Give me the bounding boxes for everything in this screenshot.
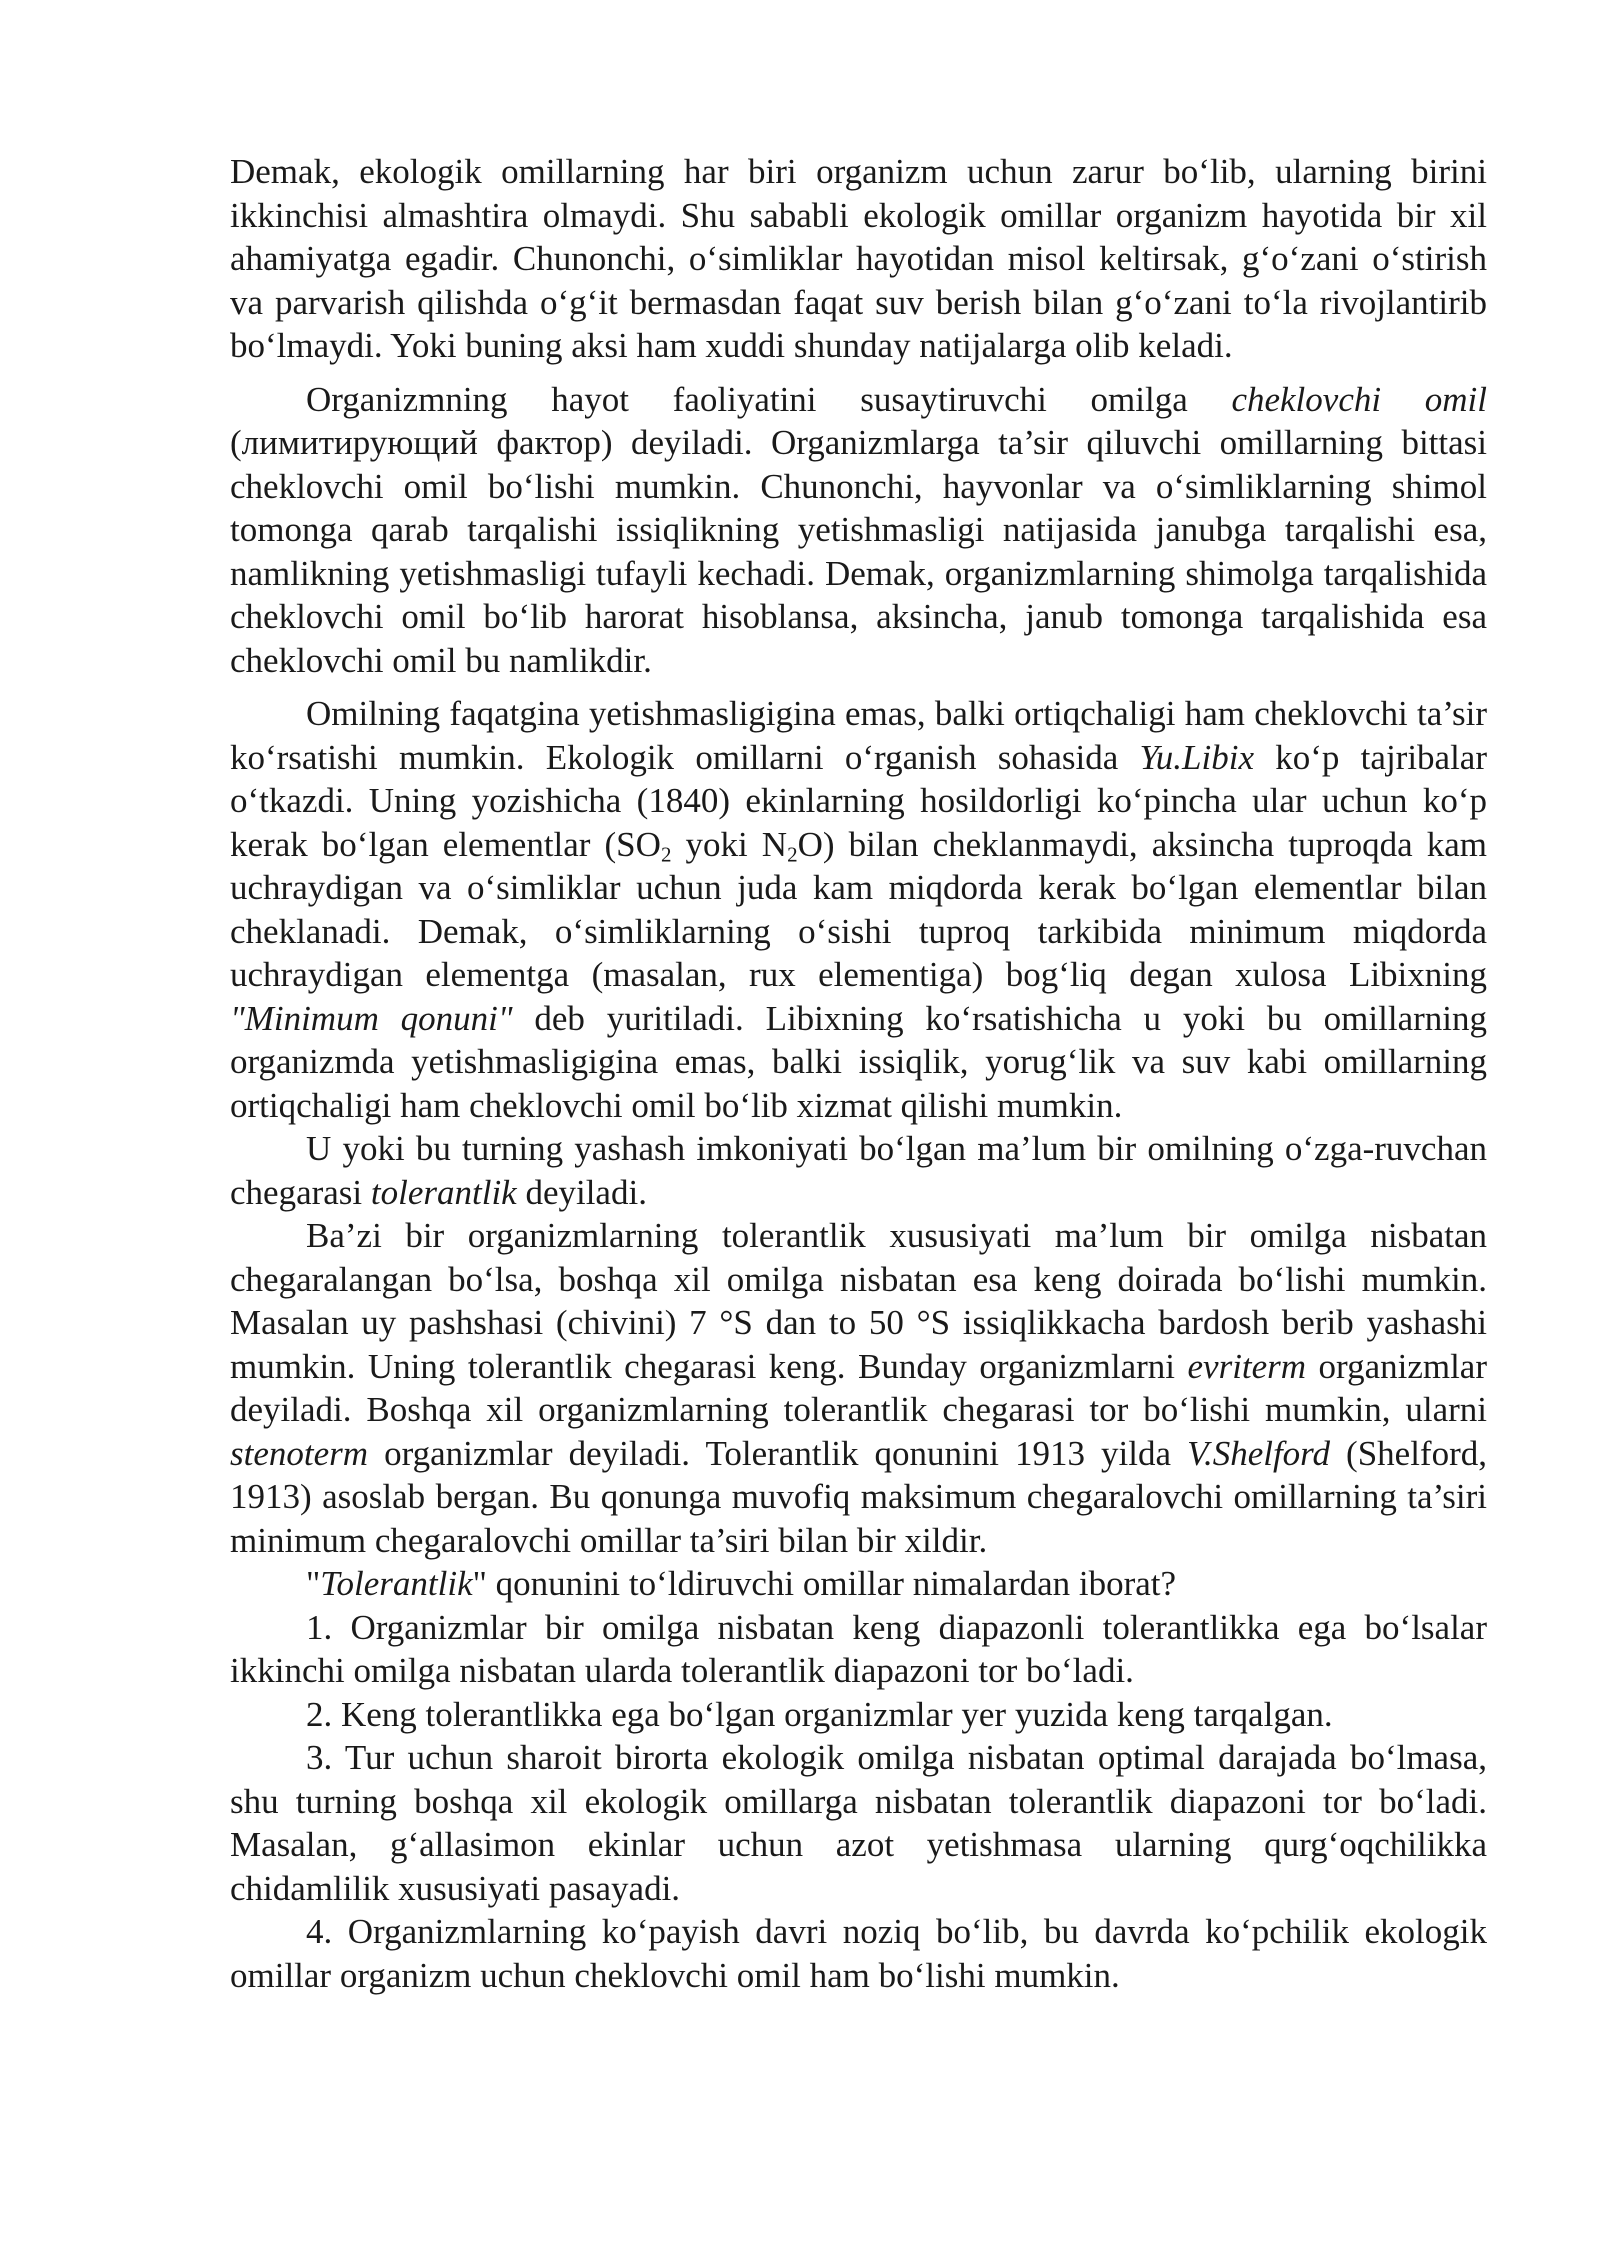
text-run: 4. Organizmlarning ko‘payish davri noziq bo‘lib, bu davrda ko‘pchilik ekologik omillar organizm uchun cheklovchi omil ham bo‘lishi mumkin.	[230, 1912, 1487, 1995]
text-run: organizmlar deyiladi. Tolerantlik qonunini 1913 yilda	[368, 1433, 1188, 1473]
term-evriterm: evriterm	[1187, 1346, 1307, 1386]
list-item-3	[230, 1736, 1487, 1910]
subscript: 2	[787, 841, 798, 866]
list-item-1	[230, 1606, 1487, 1693]
document-page	[230, 150, 1487, 1997]
text-run: " qonunini to‘ldiruvchi omillar nimalardan iborat?	[472, 1564, 1177, 1603]
list-item-4	[230, 1910, 1487, 1997]
term-cheklovchi-omil: cheklovchi omil	[1231, 379, 1487, 419]
text-run: "	[306, 1564, 321, 1603]
paragraph-question	[230, 1562, 1487, 1606]
text-run: (Shelford, 1913) asoslab bergan. Bu qonunga muvofiq maksimum chegaralovchi omillarning ta’siri minimum chegaralovchi omillar ta’siri bilan bir xildir.	[230, 1433, 1487, 1560]
paragraph-omillar-zarurligi	[230, 150, 1487, 368]
list-item-2	[230, 1693, 1487, 1737]
author-shelford: V.Shelford	[1187, 1433, 1331, 1473]
term-tolerantlik: tolerantlik	[370, 1172, 517, 1212]
text-run: yoki N	[671, 824, 788, 864]
term-tolerantlik: Tolerantlik	[320, 1564, 473, 1603]
paragraph-tolerantlik-tarifi	[230, 1127, 1487, 1214]
text-run: Organizmning hayot faoliyatini susaytiruvchi omilga	[306, 379, 1232, 419]
paragraph-cheklovchi-omil	[230, 378, 1487, 683]
text-run: Ba’zi bir organizmlarning tolerantlik xususiyati ma’lum bir omilga nisbatan chegaralangan bo‘lsa, boshqa xil omilga nisbatan esa keng doirada bo‘lishi mumkin. Masalan uy pashshasi (chivini) 7 °S dan to 50 °S issiqlikkacha bardosh berib yashashi mumkin. Uning tolerantlik chegarasi keng. Bunday organizmlarni	[230, 1216, 1487, 1386]
text-run: deb yuritiladi. Libixning ko‘rsatishicha u yoki bu omillarning organizmda yetishmasligigina emas, balki issiqlik, yorug‘lik va suv kabi omillarning ortiqchaligi ham cheklovchi omil bo‘lib xizmat qilishi mumkin.	[230, 998, 1487, 1125]
text-run: U yoki bu turning yashash imkoniyati bo‘lgan ma’lum bir omilning o‘zga-ruvchan chegarasi	[230, 1129, 1487, 1212]
text-run: deyiladi.	[516, 1172, 647, 1212]
text-run: ko‘p tajribalar o‘tkazdi. Uning yozishicha (1840) ekinlarning hosildorligi ko‘pincha ular uchun ko‘p kerak bo‘lgan elementlar (SO	[230, 737, 1487, 864]
term-stenoterm: stenoterm	[230, 1433, 369, 1473]
text-run: 3. Tur uchun sharoit birorta ekologik omilga nisbatan optimal darajada bo‘lmasa, shu turning boshqa xil ekologik omillarga nisbatan tolerantlik diapazoni tor bo‘ladi. Masalan, g‘allasimon ekinlar uchun azot yetishmasa ularning qurg‘oqchilikka chidamlilik xususiyati pasayadi.	[230, 1738, 1487, 1908]
text-run: 1. Organizmlar bir omilga nisbatan keng diapazonli tolerantlikka ega bo‘lsalar ikkinchi omilga nisbatan ularda tolerantlik diapazoni tor bo‘ladi.	[230, 1607, 1487, 1690]
text-run: Demak, ekologik omillarning har biri organizm uchun zarur bo‘lib, ularning birini ikkinchisi almashtira olmaydi. Shu sababli ekologik omillar organizm hayotida bir xil ahamiyatga egadir. Chunonchi, o‘simliklar hayotidan misol keltirsak, g‘o‘zani o‘stirish va parvarish qilishda o‘g‘it bermasdan faqat suv berish bilan g‘o‘zani to‘la rivojlantirib bo‘lmaydi. Yoki buning aksi ham xuddi shunday natijalarga olib keladi.	[230, 152, 1487, 365]
text-run: 2. Keng tolerantlikka ega bo‘lgan organizmlar yer yuzida keng tarqalgan.	[306, 1694, 1333, 1734]
text-run: Omilning faqatgina yetishmasligigina emas, balki ortiqchaligi ham cheklovchi ta’sir ko‘rsatishi mumkin. Ekologik omillarni o‘rganish sohasida	[230, 694, 1487, 777]
text-run: O) bilan cheklanmaydi, aksincha tuproqda kam uchraydigan va o‘simliklar uchun juda kam miqdorda kerak bo‘lgan elementlar bilan cheklanadi. Demak, o‘simliklarning o‘sishi tuproq tarkibida minimum miqdorda uchraydigan elementga (masalan, rux elementiga) bog‘liq degan xulosa Libixning	[230, 824, 1488, 994]
text-run: organizmlar deyiladi. Boshqa xil organizmlarning tolerantlik chegarasi tor bo‘lishi mumkin, ularni	[230, 1346, 1487, 1429]
author-libix: Yu.Libix	[1139, 737, 1254, 777]
term-minimum-qonuni: "Minimum qonuni"	[230, 998, 513, 1038]
subscript: 2	[660, 841, 672, 866]
paragraph-libix	[230, 692, 1487, 1127]
paragraph-evriterm-stenoterm	[230, 1214, 1487, 1562]
text-run: (лимитирующий фактор) deyiladi. Organizmlarga ta’sir qiluvchi omillarning bittasi cheklovchi omil bo‘lishi mumkin. Chunonchi, hayvonlar va o‘simliklarning shimol tomonga qarab tarqalishi issiqlikning yetishmasligi natijasida janubga tarqalishi esa, namlikning yetishmasligi tufayli kechadi. Demak, organizmlarning shimolga tarqalishida cheklovchi omil bo‘lib harorat hisoblansa, aksincha, janub tomonga tarqalishida esa cheklovchi omil bu namlikdir.	[230, 423, 1487, 680]
